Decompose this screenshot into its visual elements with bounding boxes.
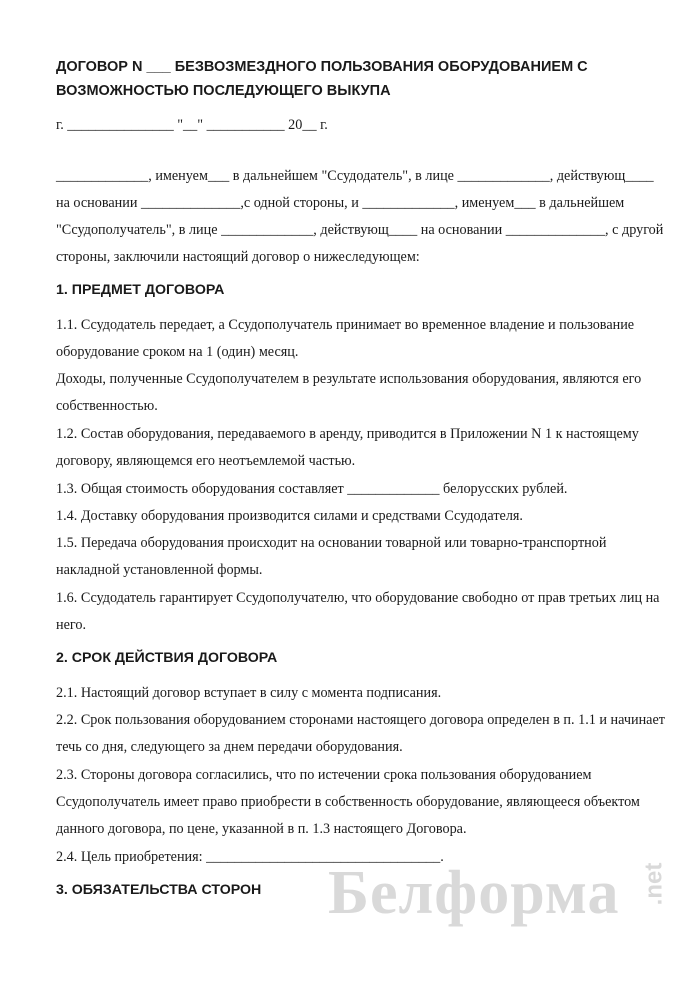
section-1-line: собственностью. bbox=[56, 398, 158, 414]
section-2-line: течь со дня, следующего за днем передачи оборудования. bbox=[56, 739, 403, 755]
section-2-line: 2.3. Стороны договора согласились, что по истечении срока пользования оборудованием bbox=[56, 767, 592, 783]
place-date-line: г. _______________ "__" ___________ 20__ г. bbox=[56, 117, 328, 133]
title-line-1: ДОГОВОР N ___ БЕЗВОЗМЕЗДНОГО ПОЛЬЗОВАНИЯ ОБОРУДОВАНИЕМ С bbox=[56, 59, 588, 75]
section-2-line: данного договора, по цене, указанной в п. 1.3 настоящего Договора. bbox=[56, 821, 467, 837]
section-1-line: 1.2. Состав оборудования, передаваемого в аренду, приводится в Приложении N 1 к настоящему bbox=[56, 426, 639, 442]
preamble-line-1: _____________, именуем___ в дальнейшем "Ссудодатель", в лице _____________, действующ____ bbox=[56, 168, 654, 184]
section-1-line: 1.5. Передача оборудования происходит на основании товарной или товарно-транспортной bbox=[56, 535, 607, 551]
section-2-line: Ссудополучатель имеет право приобрести в собственность оборудование, являющееся объектом bbox=[56, 794, 640, 810]
section-1-line: оборудование сроком на 1 (один) месяц. bbox=[56, 344, 299, 360]
section-1-line: 1.1. Ссудодатель передает, а Ссудополучатель принимает во временное владение и пользование bbox=[56, 317, 635, 333]
section-1-line: него. bbox=[56, 617, 86, 633]
section-2-line: 2.1. Настоящий договор вступает в силу с момента подписания. bbox=[56, 685, 442, 701]
section-1-line: 1.3. Общая стоимость оборудования составляет _____________ белорусских рублей. bbox=[56, 481, 568, 497]
preamble-line-4: стороны, заключили настоящий договор о нижеследующем: bbox=[56, 249, 420, 265]
section-1-line: договору, являющемся его неотъемлемой частью. bbox=[56, 453, 356, 469]
document-title bbox=[56, 55, 656, 103]
belforma-watermark: Белформа bbox=[328, 859, 620, 927]
title-line-2: ВОЗМОЖНОСТЬЮ ПОСЛЕДУЮЩЕГО ВЫКУПА bbox=[56, 83, 391, 99]
section-2-line: 2.4. Цель приобретения: _________________________________. bbox=[56, 849, 444, 865]
section-1-line: 1.6. Ссудодатель гарантирует Ссудополучателю, что оборудование свободно от прав третьих лиц на bbox=[56, 590, 660, 606]
section-1-line: Доходы, полученные Ссудополучателем в результате использования оборудования, являются его bbox=[56, 371, 642, 387]
section-1-line: 1.4. Доставку оборудования производится силами и средствами Ссудодателя. bbox=[56, 508, 523, 524]
section-1-line: накладной установленной формы. bbox=[56, 562, 263, 578]
section-3-heading: 3. ОБЯЗАТЕЛЬСТВА СТОРОН bbox=[56, 882, 262, 898]
preamble-line-2: на основании ______________,с одной стороны, и _____________, именуем___ в дальнейшем bbox=[56, 195, 625, 211]
preamble-line-3: "Ссудополучатель", в лице _____________, действующ____ на основании ______________, с другой bbox=[56, 222, 664, 238]
belforma-watermark-suffix: .net bbox=[640, 862, 668, 906]
section-1-heading: 1. ПРЕДМЕТ ДОГОВОРА bbox=[56, 282, 225, 298]
section-2-heading: 2. СРОК ДЕЙСТВИЯ ДОГОВОРА bbox=[56, 650, 278, 666]
section-2-line: 2.2. Срок пользования оборудованием сторонами настоящего договора определен в п. 1.1 и начинает bbox=[56, 712, 665, 728]
